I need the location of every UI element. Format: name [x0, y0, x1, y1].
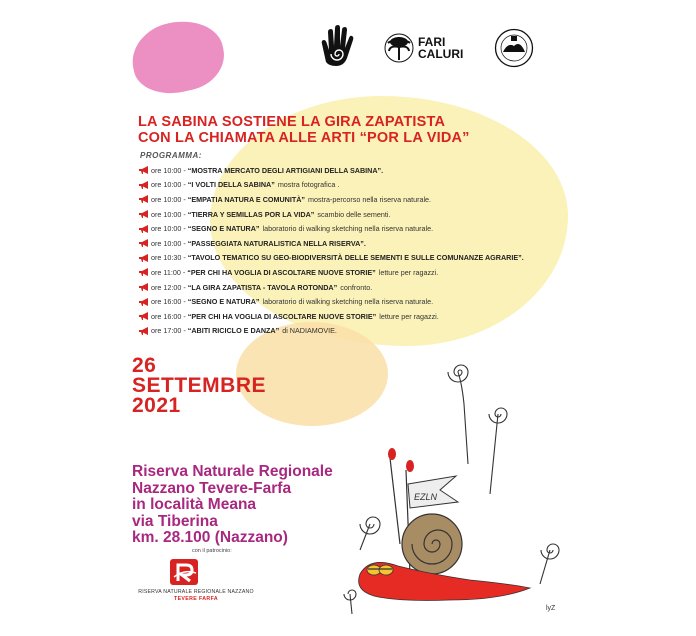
- snail-illustration: [340, 344, 572, 620]
- schedule-title: “LA GIRA ZAPATISTA - TAVOLA ROTONDA”: [187, 282, 338, 292]
- schedule-title: “I VOLTI DELLA SABINA”: [187, 180, 275, 190]
- megaphone-icon: [138, 267, 150, 277]
- date-month: SETTEMBRE: [132, 374, 267, 397]
- schedule-item: [138, 163, 558, 178]
- date-year: 2021: [132, 394, 181, 417]
- schedule-title: “PER CHI HA VOGLIA DI ASCOLTARE NUOVE STORIE”: [187, 311, 377, 321]
- tree-icon: [384, 33, 414, 63]
- headline-line-1: LA SABINA SOSTIENE LA GIRA ZAPATISTA: [138, 114, 446, 130]
- schedule-time: ore 16:00 -: [151, 311, 186, 321]
- fari-caluri-logo: [384, 30, 474, 66]
- schedule-time: ore 10:00 -: [151, 180, 186, 190]
- schedule-item: [138, 309, 558, 324]
- megaphone-icon: [138, 297, 150, 307]
- schedule-title: “TAVOLO TEMATICO SU GEO-BIODIVERSITÀ DELLE SEMENTI E SULLE COMUNANZE AGRARIE”.: [187, 253, 524, 263]
- schedule-desc: confronto.: [340, 282, 373, 292]
- schedule-time: ore 17:00 -: [151, 326, 186, 336]
- schedule-time: ore 10:00 -: [151, 165, 186, 175]
- schedule-item: [138, 207, 558, 222]
- schedule-time: ore 11:00 -: [151, 267, 186, 277]
- schedule-title: “SEGNO E NATURA”: [187, 297, 260, 307]
- schedule-item: [138, 280, 558, 295]
- schedule-title: “TIERRA Y SEMILLAS POR LA VIDA”: [187, 209, 315, 219]
- venue-line-4: via Tiberina: [132, 512, 218, 530]
- reserve-logo-icon: [168, 557, 202, 587]
- schedule-title: “EMPATIA NATURA E COMUNITÀ”: [187, 194, 306, 204]
- schedule-item: [138, 236, 558, 251]
- headline: [138, 114, 558, 146]
- schedule-desc: laboratorio di walking sketching nella riserva naturale.: [262, 224, 434, 234]
- megaphone-icon: [138, 224, 150, 234]
- schedule-desc: mostra-percorso nella riserva naturale.: [308, 194, 432, 204]
- megaphone-icon: [138, 194, 150, 204]
- schedule-item: [138, 265, 558, 280]
- schedule-desc: letture per ragazzi.: [378, 267, 439, 277]
- schedule-desc: mostra fotografica .: [277, 180, 340, 190]
- patronage-label: con il patrocinio:: [192, 548, 232, 554]
- schedule-item: [138, 294, 558, 309]
- megaphone-icon: [138, 253, 150, 263]
- megaphone-icon: [138, 180, 150, 190]
- headline-line-2: CON LA CHIAMATA ALLE ARTI “POR LA VIDA”: [138, 130, 470, 146]
- patronage-name: RISERVA NATURALE REGIONALE NAZZANO: [138, 589, 254, 595]
- venue-line-3: in località Meana: [132, 496, 257, 514]
- patronage-subname: TEVERE FARFA: [174, 596, 218, 602]
- flag-text: EZLN: [414, 492, 438, 502]
- venue-address: [132, 464, 372, 547]
- schedule-title: “SEGNO E NATURA”: [187, 224, 260, 234]
- schedule-time: ore 10:00 -: [151, 238, 186, 248]
- venue-line-5: km. 28.100 (Nazzano): [132, 529, 288, 547]
- schedule-time: ore 16:00 -: [151, 297, 186, 307]
- schedule-title: “MOSTRA MERCATO DEGLI ARTIGIANI DELLA SABINA”.: [187, 165, 384, 175]
- megaphone-icon: [138, 238, 150, 248]
- event-date: [132, 356, 332, 416]
- caluri-text: CALURI: [418, 47, 464, 61]
- schedule-title: “PER CHI HA VOGLIA DI ASCOLTARE NUOVE STORIE”: [187, 267, 376, 277]
- schedule-item: [138, 178, 558, 193]
- circular-seal-icon: [494, 28, 534, 68]
- date-day: 26: [132, 354, 157, 377]
- megaphone-icon: [138, 165, 150, 175]
- schedule-desc: letture per ragazzi.: [379, 311, 439, 321]
- schedule-desc: scambio delle sementi.: [317, 209, 391, 219]
- schedule-desc: laboratorio di walking sketching nella riserva naturale.: [262, 297, 434, 307]
- venue-line-2: Nazzano Tevere-Farfa: [132, 479, 292, 497]
- schedule-time: ore 10:00 -: [151, 194, 186, 204]
- schedule-item: [138, 221, 558, 236]
- schedule-title: “ABITI RICICLO E DANZA”: [187, 326, 280, 336]
- megaphone-icon: [138, 209, 150, 219]
- schedule-item: [138, 192, 558, 207]
- programma-label: PROGRAMMA:: [140, 151, 202, 160]
- schedule-time: ore 10:00 -: [151, 209, 186, 219]
- pink-blob-decoration: [126, 13, 231, 101]
- megaphone-icon: [138, 326, 150, 336]
- schedule-time: ore 10:30 -: [151, 253, 186, 263]
- fari-text: FARI: [418, 35, 446, 49]
- hand-spiral-icon: [314, 22, 362, 70]
- venue-line-1: Riserva Naturale Regionale: [132, 463, 333, 480]
- megaphone-icon: [138, 311, 150, 321]
- schedule-time: ore 12:00 -: [151, 282, 186, 292]
- schedule-list: [138, 163, 558, 338]
- schedule-desc: di NADIAMOVIE.: [282, 326, 337, 336]
- schedule-item: [138, 324, 558, 339]
- megaphone-icon: [138, 282, 150, 292]
- schedule-title: “PASSEGGIATA NATURALISTICA NELLA RISERVA”.: [187, 238, 366, 248]
- schedule-time: ore 10:00 -: [151, 224, 186, 234]
- schedule-item: [138, 251, 558, 266]
- artist-signature: lyZ: [546, 605, 556, 612]
